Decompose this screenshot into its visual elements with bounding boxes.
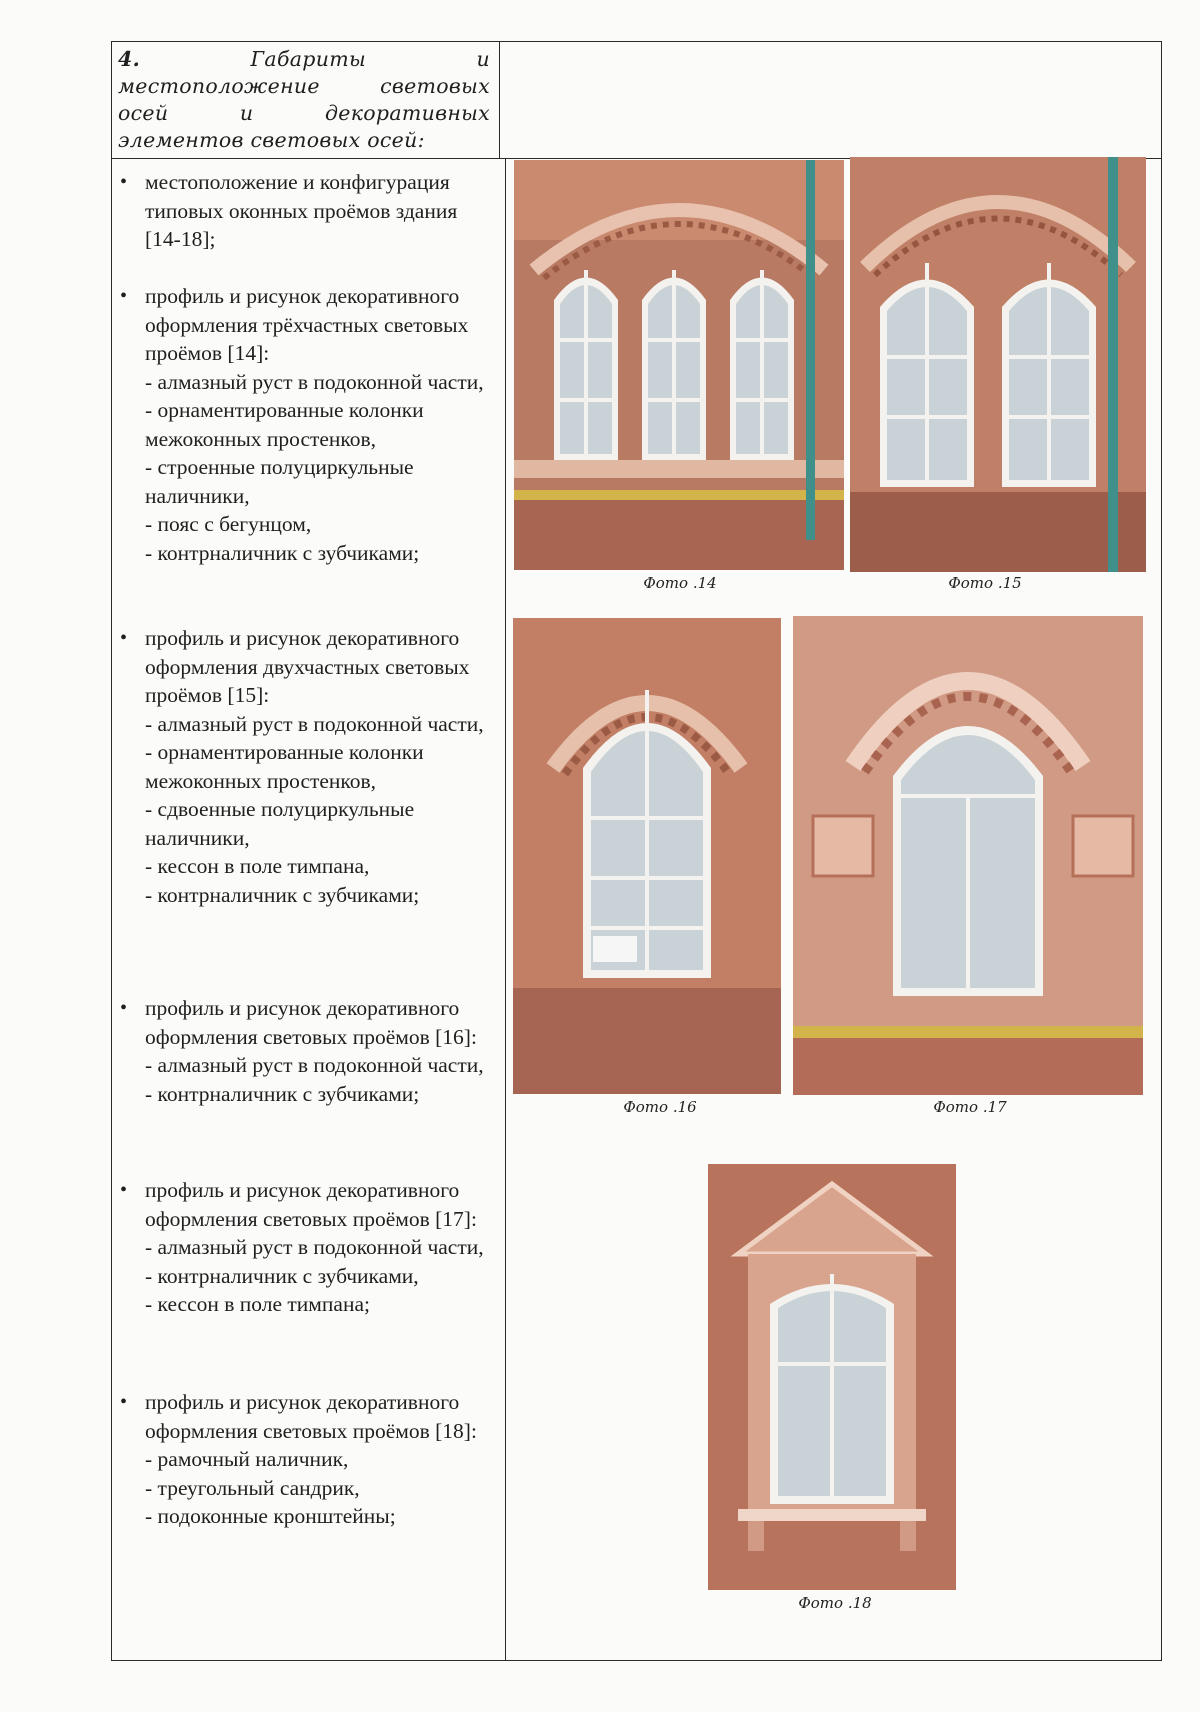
list-item-title: • профиль и рисунок декоративного оформления световых проёмов [17]: (145, 1178, 477, 1231)
photo-15 (850, 157, 1146, 572)
list-item-sub: - орнаментированные колонки межоконных простенков, (145, 740, 424, 793)
list-item-title: • профиль и рисунок декоративного оформления световых проёмов [16]: (145, 996, 477, 1049)
list-item (112, 624, 505, 909)
list-item (112, 994, 497, 1108)
list-item-sub: - контрналичник с зубчиками; (145, 1081, 420, 1106)
column-divider-bottom (505, 158, 506, 1660)
list-item-sub: - алмазный руст в подоконной части, (145, 1235, 484, 1259)
list-item-sub: - алмазный руст в подоконной части, (145, 369, 484, 394)
list-item-sub: - подоконные кронштейны; (145, 1504, 396, 1528)
list-item-sub: - алмазный руст в подоконной части, (145, 1053, 484, 1077)
photo-14-caption: Фото .14 (643, 574, 717, 592)
list-item-title: • профиль и рисунок декоративного оформления световых проёмов [18]: (145, 1390, 477, 1443)
section-number: 4. (118, 47, 141, 71)
list-item (112, 168, 495, 254)
list-item (112, 1176, 497, 1319)
list-item-title: местоположение и конфигурация типовых оконных проёмов здания [14-18]; (145, 170, 458, 251)
list-item (112, 1388, 497, 1531)
list-item-sub: - кессон в поле тимпана; (145, 1292, 370, 1316)
photo-16 (513, 618, 781, 1094)
list-item-sub: - пояс с бегунцом, (145, 512, 312, 536)
photo-15-caption: Фото .15 (948, 574, 1022, 592)
list-item-sub: - кессон в поле тимпана, (145, 854, 370, 878)
list-item-sub: - строенные полуциркульные наличники, (145, 455, 414, 508)
list-item-sub: - рамочный наличник, (145, 1447, 349, 1471)
photo-14 (514, 160, 844, 570)
photo-17-caption: Фото .17 (933, 1098, 1007, 1116)
list-item-sub: - сдвоенные полуциркульные наличники, (145, 797, 415, 850)
list-item-sub: - алмазный руст в подоконной части, (145, 711, 484, 736)
column-divider-top (499, 42, 500, 158)
photo-18-caption: Фото .18 (798, 1594, 872, 1612)
photo-18 (708, 1164, 956, 1590)
list-item-sub: - треугольный сандрик, (145, 1475, 360, 1500)
section-heading (118, 46, 490, 154)
list-item-sub: - орнаментированные колонки межоконных простенков, (145, 398, 424, 451)
list-item (112, 282, 497, 567)
photo-16-caption: Фото .16 (623, 1098, 697, 1116)
list-item-sub: - контрналичник с зубчиками; (145, 540, 420, 565)
list-item-title: • профиль и рисунок декоративного оформления двухчастных световых проёмов [15]: (145, 626, 470, 707)
list-item-title: • профиль и рисунок декоративного оформления трёхчастных световых проёмов [14]: (145, 284, 469, 365)
section-title: Габариты и местоположение световых осей и декоративных элементов световых осей: (118, 47, 490, 152)
photo-17 (793, 616, 1143, 1095)
list-item-sub: - контрналичник с зубчиками, (145, 1263, 419, 1288)
list-item-sub: - контрналичник с зубчиками; (145, 882, 420, 907)
